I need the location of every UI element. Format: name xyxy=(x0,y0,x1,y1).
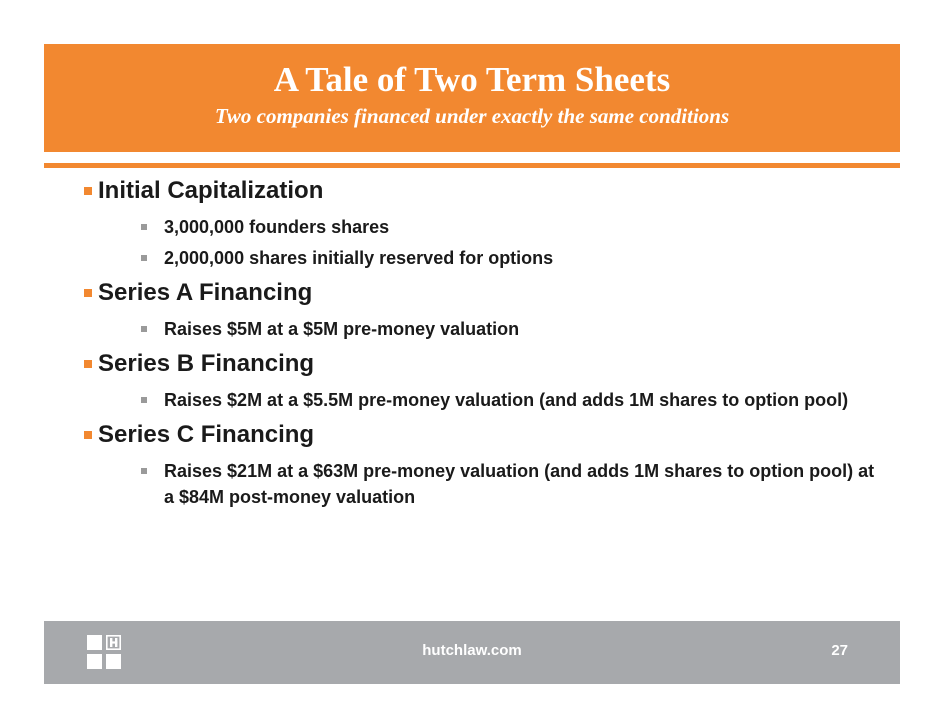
slide-subtitle: Two companies financed under exactly the same conditions xyxy=(214,104,730,128)
footer-url: hutchlaw.com xyxy=(422,642,522,659)
section-heading-text: Initial Capitalization xyxy=(98,177,324,204)
section-heading xyxy=(82,173,882,209)
square-bullet-icon xyxy=(141,397,147,403)
section-heading xyxy=(82,417,882,453)
section-heading xyxy=(82,275,882,311)
sub-bullet xyxy=(82,214,882,240)
section-series-c xyxy=(82,417,882,510)
sub-bullet-text: Raises $5M at a $5M pre-money valuation xyxy=(164,319,520,339)
square-bullet-icon xyxy=(84,187,92,195)
section-heading-text: Series A Financing xyxy=(98,279,313,306)
square-bullet-icon xyxy=(141,255,147,261)
square-bullet-icon xyxy=(84,360,92,368)
sub-bullet-text: Raises $2M at a $5.5M pre-money valuation (and adds 1M shares to option pool) xyxy=(164,390,849,410)
page-number: 27 xyxy=(831,642,848,659)
sub-bullet-text: 2,000,000 shares initially reserved for options xyxy=(164,248,554,268)
sub-bullet-text: Raises $21M at a $63M pre-money valuation (and adds 1M shares to option pool) at a $84M post-money valuation xyxy=(164,461,875,507)
section-heading xyxy=(82,346,882,382)
sub-bullet xyxy=(82,245,882,271)
sub-bullet-text: 3,000,000 founders shares xyxy=(164,217,390,237)
section-heading-text: Series B Financing xyxy=(98,350,315,377)
square-bullet-icon xyxy=(84,431,92,439)
section-series-a xyxy=(82,275,882,342)
sub-bullet xyxy=(82,316,882,342)
square-bullet-icon xyxy=(141,468,147,474)
square-bullet-icon xyxy=(141,224,147,230)
footer-bar xyxy=(44,621,900,684)
section-series-b xyxy=(82,346,882,413)
square-bullet-icon xyxy=(141,326,147,332)
section-heading-text: Series C Financing xyxy=(98,421,315,448)
title-banner xyxy=(44,44,900,152)
square-bullet-icon xyxy=(84,289,92,297)
bullet-list xyxy=(82,173,882,514)
section-initial-capitalization xyxy=(82,173,882,271)
header-divider xyxy=(44,163,900,168)
slide-title: A Tale of Two Term Sheets xyxy=(273,60,671,99)
sub-bullet xyxy=(82,458,882,510)
sub-bullet xyxy=(82,387,882,413)
